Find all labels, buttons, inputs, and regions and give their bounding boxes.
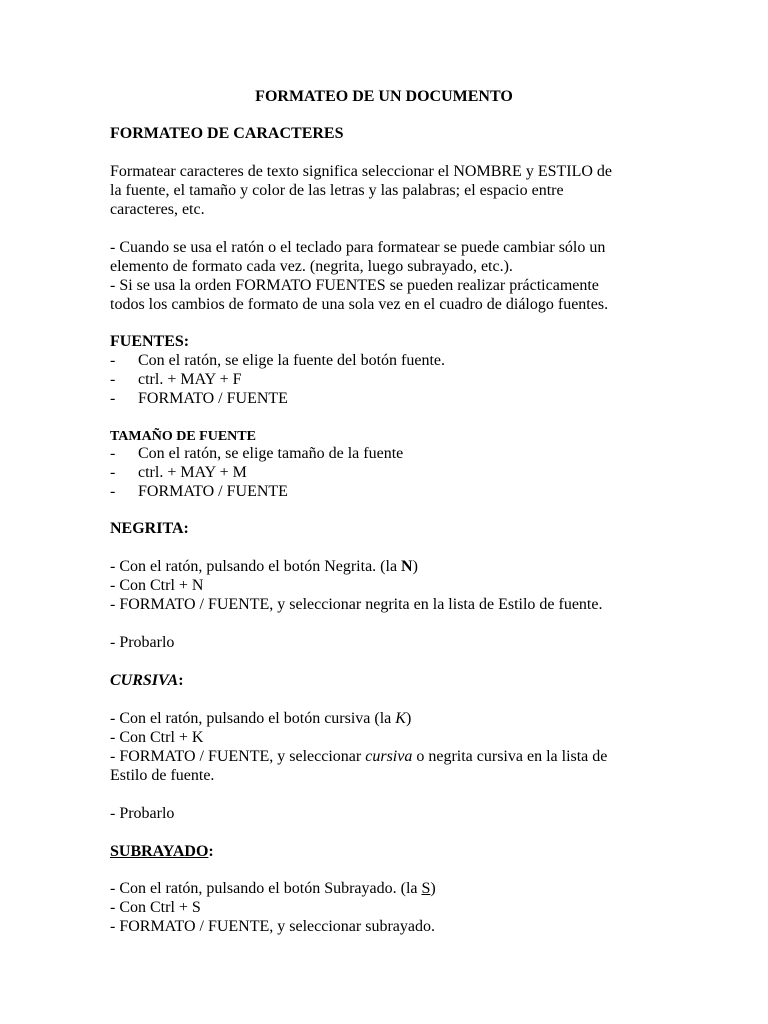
text-run: )	[405, 710, 412, 727]
paragraph-line: la fuente, el tamaño y color de las letras y las palabras; el espacio entre	[110, 182, 564, 199]
heading-colon: :	[178, 672, 184, 689]
text-run: - Con el ratón, pulsando el botón Subrayado. (la	[110, 880, 422, 897]
paragraph-line: elemento de formato cada vez. (negrita, luego subrayado, etc.).	[110, 258, 513, 275]
paragraph-line: - Probarlo	[110, 634, 175, 651]
section-heading-caracteres: FORMATEO DE CARACTERES	[110, 125, 344, 142]
list-dash: -	[110, 464, 116, 481]
list-dash: -	[110, 352, 116, 369]
heading-word: SUBRAYADO	[110, 843, 209, 860]
list-dash: -	[110, 445, 116, 462]
page-title: FORMATEO DE UN DOCUMENTO	[255, 88, 513, 105]
paragraph-line: - FORMATO / FUENTE, y seleccionar negrita en la lista de Estilo de fuente.	[110, 596, 603, 613]
list-item-text: FORMATO / FUENTE	[138, 390, 288, 407]
list-item-text: Con el ratón, se elige tamaño de la fuente	[138, 445, 404, 462]
list-item-text: Con el ratón, se elige la fuente del botón fuente.	[138, 352, 446, 369]
list-item	[110, 389, 288, 408]
paragraph-line: - Con Ctrl + S	[110, 899, 201, 916]
list-item	[110, 482, 288, 501]
text-run: o negrita cursiva en la lista de	[412, 748, 608, 765]
list-item	[110, 444, 403, 463]
list-item-text: ctrl. + MAY + M	[138, 464, 247, 481]
paragraph-line	[110, 747, 607, 766]
paragraph-line: - FORMATO / FUENTE, y seleccionar subrayado.	[110, 918, 435, 935]
italic-word: cursiva	[365, 748, 413, 765]
paragraph-line	[110, 709, 411, 728]
underlined-letter: S	[421, 880, 431, 897]
italic-letter: K	[395, 710, 406, 727]
list-item	[110, 370, 242, 389]
list-item	[110, 463, 247, 482]
paragraph-line: Estilo de fuente.	[110, 767, 215, 784]
list-item	[110, 351, 445, 370]
paragraph-line: - Cuando se usa el ratón o el teclado para formatear se puede cambiar sólo un	[110, 239, 606, 256]
heading-word: CURSIVA	[110, 672, 179, 689]
paragraph-line: - Si se usa la orden FORMATO FUENTES se pueden realizar prácticamente	[110, 277, 599, 294]
section-heading-subrayado	[110, 842, 214, 861]
list-item-text: ctrl. + MAY + F	[138, 371, 242, 388]
text-run: )	[412, 558, 418, 575]
bold-letter: N	[401, 558, 413, 575]
paragraph-line: - Probarlo	[110, 805, 175, 822]
paragraph-line: todos los cambios de formato de una sola vez en el cuadro de diálogo fuentes.	[110, 296, 609, 313]
list-dash: -	[110, 483, 116, 500]
paragraph-line: - Con Ctrl + N	[110, 577, 204, 594]
text-run: )	[430, 880, 436, 897]
text-run: - FORMATO / FUENTE, y seleccionar	[110, 748, 366, 765]
list-item-text: FORMATO / FUENTE	[138, 483, 288, 500]
text-run: - Con el ratón, pulsando el botón Negrita. (la	[110, 558, 402, 575]
list-dash: -	[110, 371, 116, 388]
paragraph-line: caracteres, etc.	[110, 201, 205, 218]
paragraph-line: Formatear caracteres de texto significa seleccionar el NOMBRE y ESTILO de	[110, 163, 613, 180]
section-heading-negrita: NEGRITA:	[110, 520, 189, 537]
paragraph-line	[110, 879, 436, 898]
text-run: - Con el ratón, pulsando el botón cursiva (la	[110, 710, 396, 727]
paragraph-line: - Con Ctrl + K	[110, 729, 204, 746]
section-heading-tamano: TAMAÑO DE FUENTE	[110, 429, 256, 444]
section-heading-cursiva	[110, 671, 184, 690]
section-heading-fuentes: FUENTES:	[110, 333, 190, 350]
heading-colon: :	[208, 843, 214, 860]
paragraph-line	[110, 557, 418, 576]
list-dash: -	[110, 390, 116, 407]
